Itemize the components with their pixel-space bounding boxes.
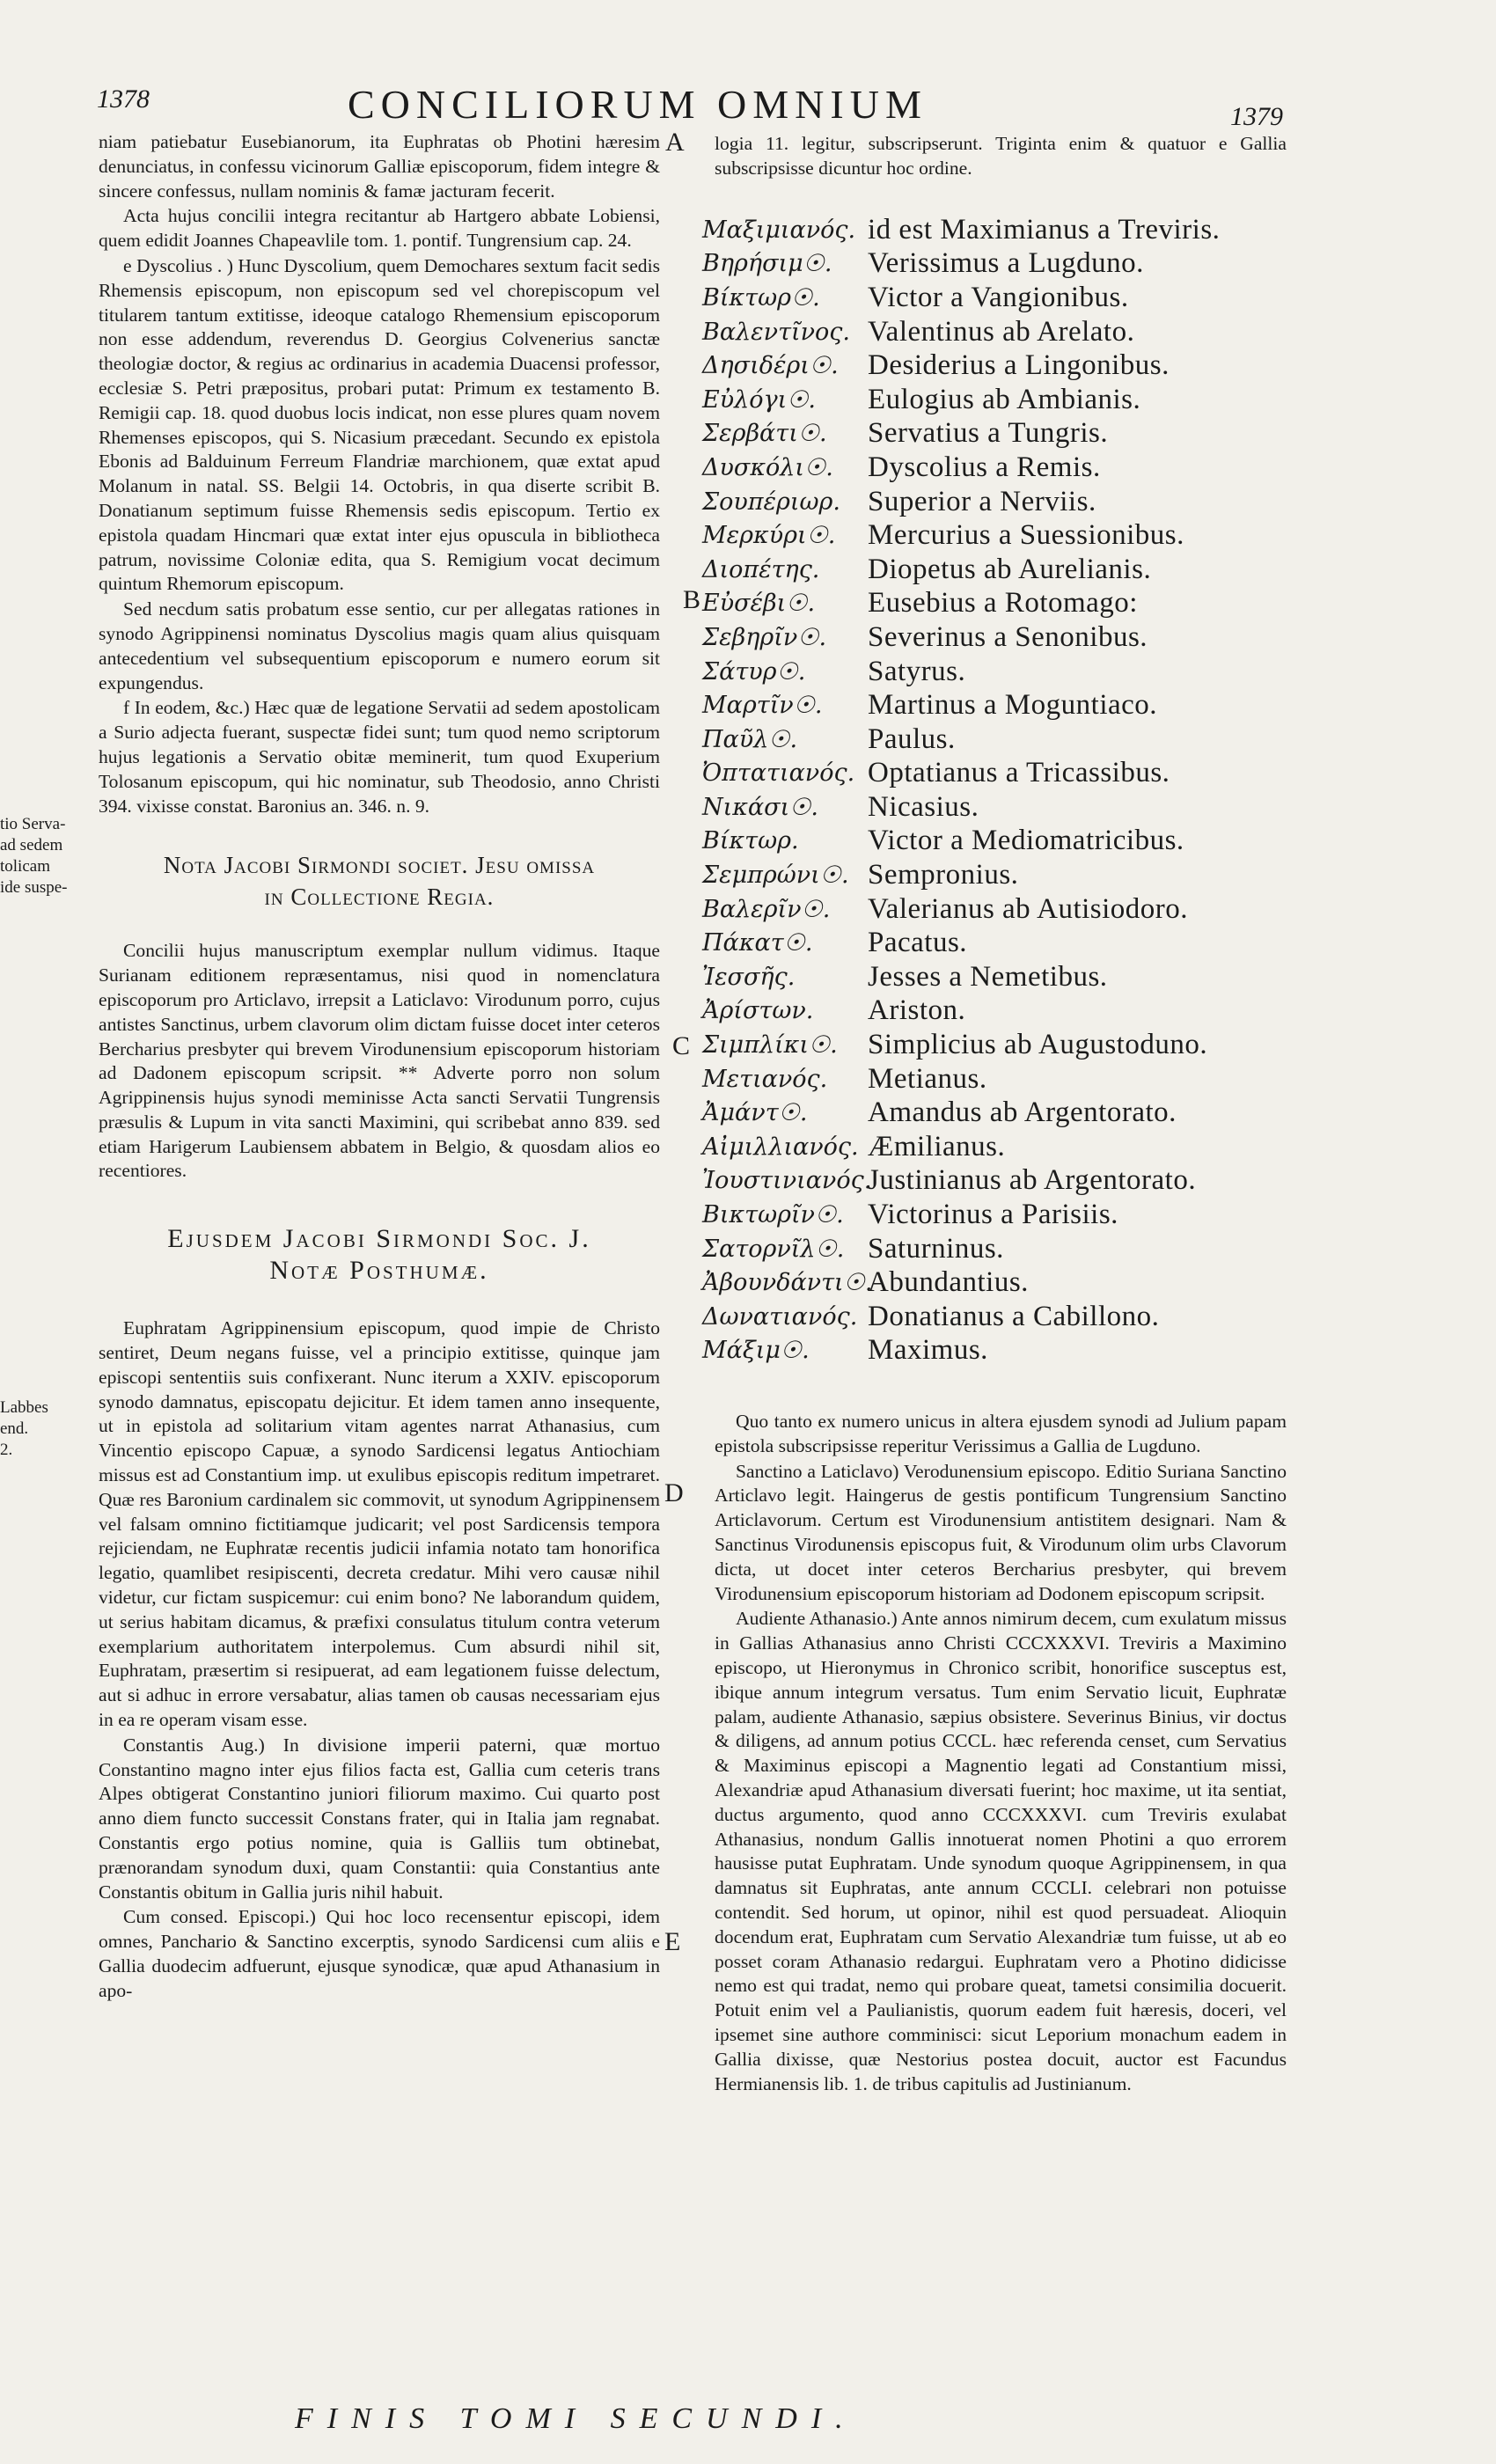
subscriber-row bbox=[702, 451, 1318, 485]
running-head: CONCILIORUM OMNIUM bbox=[348, 82, 928, 127]
greek-name: Σερβάτι☉. bbox=[702, 420, 827, 448]
paragraph: Sanctino a Laticlavo) Verodunensium episcopo. Editio Suriana Sanctino Articlavo legit. Haingerus de gestis pontificum Tungrensium Sanctino Articlavorum. Certum est Virodunensium antistitem designari. Nam & Sanctinus Virodunensis episcopus fuit, & Virodunum olim urbs Clavorum dicta, ut docet inter ceteros Bercharius presbyter, qui brevem Virodunensium episcoporum historiam ad Dodonem episcopum scripsit. bbox=[715, 1460, 1287, 1604]
subscriber-row bbox=[702, 1130, 1318, 1164]
subscriber-row bbox=[702, 1198, 1318, 1232]
greek-name: Μαξιμιανός. bbox=[702, 216, 856, 244]
greek-name: Ἀμάντ☉. bbox=[702, 1099, 808, 1127]
subscriber-row bbox=[702, 960, 1318, 994]
margin-note-servatio bbox=[0, 814, 68, 898]
section-mark-d: D bbox=[664, 1478, 684, 1507]
finis-footer: FINIS TOMI SECUNDI. bbox=[295, 2402, 857, 2435]
section-mark-b: B bbox=[683, 585, 701, 614]
subscriber-row bbox=[702, 315, 1318, 349]
subscriber-row bbox=[702, 213, 1318, 247]
paragraph: Acta hujus concilii integra recitantur ab Hartgero abbate Lobiensi, quem edidit Joannes Chapeavlile tom. 1. pontif. Tungrensium cap. 24. bbox=[99, 205, 660, 252]
latin-name: Eusebius a Rotomago: bbox=[868, 587, 1138, 620]
margin-line: tolicam bbox=[0, 857, 50, 876]
subscriber-row bbox=[702, 892, 1318, 927]
latin-name: Verissimus a Lugduno. bbox=[868, 247, 1144, 280]
subscriber-row bbox=[702, 1265, 1318, 1300]
latin-name: Nicasius. bbox=[868, 790, 979, 823]
subscriber-row bbox=[702, 1062, 1318, 1096]
subscriber-row bbox=[702, 1164, 1318, 1199]
greek-name: Αἰμιλλιανός. bbox=[702, 1133, 859, 1161]
latin-name: Servatius a Tungris. bbox=[868, 417, 1109, 450]
latin-name: Jesses a Nemetibus. bbox=[868, 960, 1108, 993]
subscriber-row bbox=[702, 655, 1318, 689]
latin-name: Donatianus a Cabillono. bbox=[868, 1300, 1160, 1332]
latin-name: Paulus. bbox=[868, 722, 956, 755]
paragraph: Euphratam Agrippinensium episcopum, quod impie de Christo sentiret, Deum negans fuisse, vel a principio extitisse, quinque jam episcopi sententiis suis confixerant. Nunc iterum a XXIV. episcoporum synodo damnatus, episcopatu dejicitur. Et idem tamen anno insequente, ut in epistola ad solitarium vitam agentes narrat Athanasius, cum Vincentio episcopo Capuæ, a synodo Sardicensi legatus Antiochiam missus est ad Constantium imp. ut exulibus episcopis reditum impetraret. Quæ res Baronium cardinalem sic commovit, ut synodum Agrippinensem vel falsam omnino fictitiamque judicarit; vel post Sardicensis tempora rejiciendam, ne Euphratæ recentis judicii infamia notato tam honorifica legatio, quamlibet resipiscenti, decreta credatur. Mihi vero causæ nihil videtur, cur fictam suspicemur: cui enim bono? Ne laborandum quidem, ut serius habitam dicamus, & præfixi consulatus titulum contra veterum exemplarium authoritatem interpolemus. Cum absurdi nihil sit, Euphratam, præsertim si resipuerat, ad eam legationem fuisse delectum, aut si adhuc in errore versabatur, alias tamen ob causas necessariam ejus in ea re operam visam esse. bbox=[99, 1317, 660, 1731]
latin-name: Martinus a Moguntiaco. bbox=[868, 689, 1158, 722]
latin-name: Eulogius ab Ambianis. bbox=[868, 383, 1141, 415]
paragraph: Constantis Aug.) In divisione imperii paterni, quæ mortuo Constantino magno inter ejus filios facta est, Gallia cum ceteris trans Alpes obtigerat Constantino juniori filiorum maximo. Cui quarto post anno diem functo successit Constans frater, qui in Italia jam regnabat. Constantis ergo potius nomine, quia is Galliis tum obtinebat, prænorandam synodum duxi, quam Constantii: quia Constantius ante Constantis obitum in Gallia juris nihil habuit. bbox=[99, 1734, 660, 1903]
greek-name: Σεμπρώνι☉. bbox=[702, 862, 849, 890]
subscriber-row bbox=[702, 1300, 1318, 1334]
left-column bbox=[99, 130, 660, 2005]
greek-name: Βαλερῖν☉. bbox=[702, 895, 831, 923]
latin-name: Mercurius a Suessionibus. bbox=[868, 519, 1184, 552]
paragraph: Quo tanto ex numero unicus in altera ejusdem synodi ad Julium papam epistola subscripsisse reperitur Verissimus a Gallia de Lugduno. bbox=[715, 1411, 1287, 1456]
greek-name: Βαλεντῖνος. bbox=[702, 318, 850, 346]
latin-name: id est Maximianus a Treviris. bbox=[868, 213, 1221, 246]
greek-name: Μερκύρι☉. bbox=[702, 522, 836, 550]
right-page-number: 1379 bbox=[1230, 102, 1283, 131]
greek-name: Πάκατ☉. bbox=[702, 929, 813, 957]
latin-name: Maximus. bbox=[868, 1334, 988, 1367]
paragraph: f In eodem, &c.) Hæc quæ de legatione Servatii ad sedem apostolicam a Surio adjecta fuerant, suspectæ fidei sunt; tum quod nemo scriptorum hujus legationis a Servatio obitæ meminerit, tum quod Exuperium Tolosanum episcopum, qui hic nominatur, sub Theodosio, anno Christi 394. vixisse constat. Baronius an. 346. n. 9. bbox=[99, 697, 660, 817]
greek-name: Βίκτωρ☉. bbox=[702, 283, 820, 312]
paragraph: niam patiebatur Eusebianorum, ita Euphratas ob Photini hæresim denunciatus, in confessu vicinorum Galliæ episcoporum, fidem integre & sincere confessus, nullam nominis & famæ jacturam fecerit. bbox=[99, 131, 660, 202]
latin-name: Justinianus ab Argentorato. bbox=[868, 1164, 1197, 1197]
latin-name: Severinus a Senonibus. bbox=[868, 620, 1148, 653]
margin-line: ide suspe- bbox=[0, 878, 68, 897]
heading-line: Nota Jacobi Sirmondi societ. Jesu omissa bbox=[163, 852, 596, 879]
greek-name: Παῦλ☉. bbox=[702, 725, 798, 753]
paragraph: Concilii hujus manuscriptum exemplar nullum vidimus. Itaque Surianam editionem repræsentamus, nisi quod in nomenclatura episcoporum pro Articlavo, irrepsit a Laticlavo: Virodunum porro, cujus antistes Sanctinus, urbem clavorum olim dictam fuisse docet inter ceteros Bercharius presbyter qui brevem Virodunensium episcoporum historiam ad Dadonem episcopum scripsit. ** Adverte porro non solum Agrippinensis hujus synodi meminisse Acta sancti Servatii Tungrensis præsulis & Lupum in vita sancti Maximini, qui scribebat anno 839. sed etiam Harigerum Laubiensem abbatem in Belgio, & quosdam alios eo recentiores. bbox=[99, 940, 660, 1182]
greek-name: Ἰεσσῆς. bbox=[702, 963, 796, 991]
section-mark-a: A bbox=[665, 128, 685, 157]
latin-name: Optatianus a Tricassibus. bbox=[868, 757, 1170, 789]
subscriber-row bbox=[702, 1096, 1318, 1130]
greek-name: Μετιανός. bbox=[702, 1065, 828, 1093]
subscriber-row bbox=[702, 383, 1318, 417]
subscriber-row bbox=[702, 281, 1318, 315]
subscriber-row bbox=[702, 757, 1318, 791]
subscriber-row bbox=[702, 620, 1318, 655]
subscriber-row bbox=[702, 417, 1318, 451]
left-page-number: 1378 bbox=[97, 84, 150, 114]
greek-name: Σεβηρῖν☉. bbox=[702, 623, 827, 651]
greek-name: Εὐλόγι☉. bbox=[702, 385, 817, 414]
latin-name: Dyscolius a Remis. bbox=[868, 451, 1101, 483]
paragraph: Cum consed. Episcopi.) Qui hoc loco recensentur episcopi, idem omnes, Panchario & Sanctino excerptis, synodo Sardicensi cum aliis e Gallia duodecim adfuerunt, ejusque synodicæ, quæ apud Athanasium in apo- bbox=[99, 1906, 660, 2001]
subscriber-row bbox=[702, 994, 1318, 1029]
section-heading-posthumae bbox=[99, 1223, 660, 1287]
latin-name: Victor a Mediomatricibus. bbox=[868, 825, 1184, 857]
greek-name: Διοπέτης. bbox=[702, 555, 820, 583]
paragraph: Audiente Athanasio.) Ante annos nimirum decem, cum exulatum missus in Gallias Athanasius anno Christi CCCXXXVI. Treviris a Maximino episcopo, ut Hieronymus in Chronico scribit, honorifice susceptus est, ibique annum integrum versatus. Tum enim Servatio licuit, Euphratæ palam, audiente Athanasio, sæpius obsistere. Severinus Binius, vir doctus & diligens, ad annum potius CCCL. hæc referenda censet, cum Servatius & Maximinus episcopi a Magnentio legati ad Constantium missi, Alexandriæ apud Athanasium diversati fuerint; hoc maxime, ut ita sentiat, ductus argumento, quod anno CCCXXXVI. cum Treviris exulabat Athanasius, nondum Gallis innotuerat nomen Photini a quo errorem hausisse putat Euphratam. Unde synodum quoque Agrippinensem, in qua damnatus sit Euphratas, ante annum CCCLI. celebrari non potuisse contendit. Sed horum, ut opinor, nihil est quod persuadeat. Alioquin docendum erat, Euphratam cum Servatio Alexandriæ tum fuisse, ut ab eo posset coram Athanasio redargui. Euphratam vero a Photino didicisse nemo est qui tradat, nemo qui probare queat, tametsi consimilia docuerit. Potuit enim vel a Paulianistis, quorum eadem fuit hæresis, doceri, vel ipsemet sine authore comminisci: sicut Leporium monachum eadem in Gallia dixisse, quæ Nestorius postea docuit, auctor est Facundus Hermianensis lib. 1. de tribus capitulis ad Justinianum. bbox=[715, 1608, 1287, 2094]
latin-name: Valerianus ab Autisiodoro. bbox=[868, 892, 1189, 925]
latin-name: Victorinus a Parisiis. bbox=[868, 1199, 1118, 1231]
latin-name: Æmilianus. bbox=[868, 1130, 1006, 1162]
latin-name: Superior a Nerviis. bbox=[868, 485, 1096, 517]
section-mark-e: E bbox=[664, 1927, 681, 1956]
subscriber-row bbox=[702, 518, 1318, 553]
greek-name: Μαρτῖν☉. bbox=[702, 692, 823, 720]
greek-name: Σιμπλίκι☉. bbox=[702, 1031, 838, 1060]
margin-line: 2. bbox=[0, 1441, 13, 1459]
greek-name: Ἀρίστων. bbox=[702, 997, 814, 1025]
latin-name: Abundantius. bbox=[868, 1266, 1029, 1299]
latin-name: Victor a Vangionibus. bbox=[868, 281, 1129, 313]
latin-name: Valentinus ab Arelato. bbox=[868, 315, 1135, 348]
subscriber-row bbox=[702, 858, 1318, 892]
margin-line: end. bbox=[0, 1419, 29, 1438]
subscriber-row bbox=[702, 1028, 1318, 1062]
heading-line: Ejusdem Jacobi Sirmondi Soc. J. bbox=[167, 1224, 591, 1254]
subscriber-row bbox=[702, 926, 1318, 960]
right-column-notes bbox=[715, 1410, 1287, 2097]
subscriber-row bbox=[702, 688, 1318, 722]
greek-name: Δησιδέρι☉. bbox=[702, 352, 839, 380]
subscriber-row bbox=[702, 722, 1318, 757]
latin-name: Amandus ab Argentorato. bbox=[868, 1096, 1177, 1129]
greek-name: Ἰουστινιανός. bbox=[702, 1167, 872, 1195]
greek-name: Σατορνῖλ☉. bbox=[702, 1235, 845, 1263]
subscriber-row bbox=[702, 1334, 1318, 1368]
section-heading-nota bbox=[99, 849, 660, 913]
subscriber-row bbox=[702, 825, 1318, 859]
paragraph: logia 11. legitur, subscripserunt. Triginta enim & quatuor e Gallia subscripsisse dicuntur hoc ordine. bbox=[715, 133, 1287, 179]
paragraph: e Dyscolius . ) Hunc Dyscolium, quem Demochares sextum facit sedis Rhemensis episcopum, non episcopum sed vel chorepiscopum vel titularem tantum extitisse, ideoque catalogo Rhemensium episcoporum non esse addendum, reverendus D. Georgius Colvenerius sanctæ theologiæ doctor, & regius ac ordinarius in academia Duacensi professor, ecclesiæ S. Petri præpositus, probari putat: Primum ex testamento B. Remigii cap. 18. quod duobus locis indicat, non esse plures quam novem Rhemenses episcopos, qui S. Nicasium præcedant. Secundo ex epistola Ebonis ad Balduinum Ferreum Flandriæ marchionem, quæ extat apud Molanum in natal. SS. Belgii 14. Octobris, in qua diserte scribit B. Donatianum septimum fuisse Rhemensis sedis episcopum. Tertio ex epistola quadam Hincmari quæ extat inter ejus opuscula in bibliotheca patrum, novissime Coloniæ edita, qua S. Remigium vocat decimum quintum Rhemorum episcopum. bbox=[99, 254, 660, 595]
latin-name: Satyrus. bbox=[868, 655, 966, 687]
latin-name: Diopetus ab Aurelianis. bbox=[868, 553, 1152, 585]
subscriber-row bbox=[702, 485, 1318, 519]
subscriber-row bbox=[702, 587, 1318, 621]
paragraph: Sed necdum satis probatum esse sentio, cur per allegatas rationes in synodo Agrippinensi nominatus Dyscolius magis quam alius quisquam antecedentium vel subsequentium episcoporum e numero eorum sit expungendus. bbox=[99, 598, 660, 693]
greek-name: Νικάσι☉. bbox=[702, 793, 818, 821]
subscriber-row bbox=[702, 247, 1318, 282]
latin-name: Desiderius a Lingonibus. bbox=[868, 349, 1170, 382]
greek-name: Δωνατιανός. bbox=[702, 1302, 858, 1331]
greek-name: Βίκτωρ. bbox=[702, 827, 799, 855]
margin-line: Labbes bbox=[0, 1398, 48, 1417]
latin-name: Metianus. bbox=[868, 1062, 987, 1095]
greek-name: Μάξιμ☉. bbox=[702, 1337, 810, 1365]
greek-name: Βηρήσιμ☉. bbox=[702, 250, 832, 278]
subscriber-row bbox=[702, 1232, 1318, 1266]
margin-line: tio Serva- bbox=[0, 815, 66, 833]
right-column-intro bbox=[715, 132, 1287, 182]
subscriber-row bbox=[702, 553, 1318, 587]
greek-name: Σάτυρ☉. bbox=[702, 657, 806, 686]
greek-name: Βικτωρῖν☉. bbox=[702, 1201, 844, 1229]
greek-name: Ἀβουνδάντι☉. bbox=[702, 1269, 873, 1297]
greek-name: Εὐσέβι☉. bbox=[702, 590, 816, 618]
latin-name: Sempronius. bbox=[868, 859, 1019, 891]
greek-name: Ὀπτατιανός. bbox=[702, 759, 855, 788]
margin-note-labbes bbox=[0, 1397, 48, 1461]
greek-name: Δυσκόλι☉. bbox=[702, 453, 833, 481]
latin-name: Pacatus. bbox=[868, 927, 968, 959]
latin-name: Saturninus. bbox=[868, 1232, 1004, 1265]
subscriber-row bbox=[702, 790, 1318, 825]
latin-name: Ariston. bbox=[868, 994, 966, 1027]
section-mark-c: C bbox=[672, 1031, 691, 1060]
margin-line: ad sedem bbox=[0, 836, 63, 854]
heading-line: in Collectione Regia. bbox=[264, 884, 495, 911]
subscriber-list bbox=[702, 213, 1318, 1368]
latin-name: Simplicius ab Augustoduno. bbox=[868, 1029, 1208, 1061]
heading-line: Notæ Posthumæ. bbox=[269, 1256, 489, 1286]
subscriber-row bbox=[702, 348, 1318, 383]
greek-name: Σουπέριωρ. bbox=[702, 488, 840, 516]
